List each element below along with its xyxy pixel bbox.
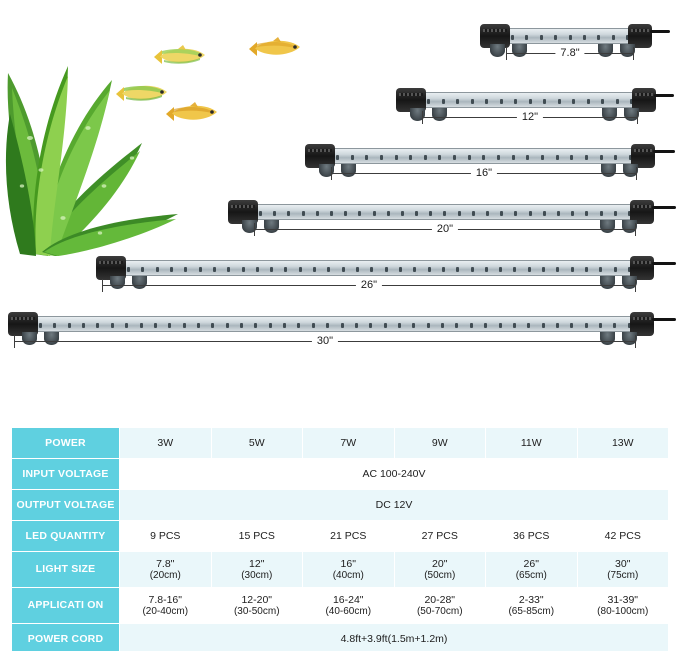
table-row xyxy=(12,521,669,552)
dimension-label: 26" xyxy=(356,276,382,294)
dimension-label: 30" xyxy=(312,332,338,350)
cell-power-3w: 3W xyxy=(120,428,212,459)
light-bar-row xyxy=(305,136,675,182)
value-main: 2-33" xyxy=(518,593,544,606)
cell-application-2 xyxy=(211,588,303,624)
table-row xyxy=(12,552,669,588)
power-cord xyxy=(650,30,670,33)
dimension-20 xyxy=(254,220,636,242)
table-row xyxy=(12,588,669,624)
value-main: 7.8" xyxy=(156,557,175,570)
value-main: 12" xyxy=(249,557,265,570)
value-main: 7.8-16" xyxy=(148,593,182,606)
value-main: 20" xyxy=(432,557,448,570)
led-light-bar xyxy=(34,316,636,332)
fish-graphic xyxy=(243,35,305,61)
fish-graphic xyxy=(148,43,210,69)
dimension-30 xyxy=(14,332,636,354)
dimension-16 xyxy=(331,164,637,186)
led-strip xyxy=(511,33,629,41)
table-row xyxy=(12,490,669,521)
led-strip xyxy=(427,97,633,105)
light-bar-row xyxy=(8,304,676,350)
power-cord xyxy=(654,94,674,97)
specification-table xyxy=(11,427,669,651)
light-bar-row xyxy=(480,16,670,62)
dimension-12 xyxy=(422,108,638,130)
dimension-26 xyxy=(102,276,636,298)
led-light-bar xyxy=(506,28,634,44)
value-sub: (40cm) xyxy=(332,569,364,581)
cell-led-qty-5: 36 PCS xyxy=(486,521,578,552)
value-sub: (30cm) xyxy=(241,569,273,581)
row-header-led-quantity: LED QUANTITY xyxy=(12,521,120,552)
value-main: 16" xyxy=(340,557,356,570)
value-main: 12-20" xyxy=(241,593,273,606)
value-sub: (80-100cm) xyxy=(597,605,649,617)
cell-light-size-6 xyxy=(577,552,669,588)
cell-application-5 xyxy=(486,588,578,624)
cell-led-qty-2: 15 PCS xyxy=(211,521,303,552)
table-row xyxy=(12,459,669,490)
value-sub: (50-70cm) xyxy=(416,605,463,617)
value-sub: (20cm) xyxy=(149,569,181,581)
value-main: 16-24" xyxy=(332,593,364,606)
led-strip xyxy=(127,265,631,273)
cell-light-size-2 xyxy=(211,552,303,588)
cell-power-11w: 11W xyxy=(486,428,578,459)
dimension-label: 16" xyxy=(471,164,497,182)
cell-application-1 xyxy=(120,588,212,624)
row-header-input-voltage: INPUT VOLTAGE xyxy=(12,459,120,490)
led-light-bar xyxy=(331,148,637,164)
suction-cup xyxy=(490,44,505,57)
power-cord xyxy=(652,262,676,265)
cell-power-9w: 9W xyxy=(394,428,486,459)
value-sub: (65-85cm) xyxy=(508,605,555,617)
cell-led-qty-1: 9 PCS xyxy=(120,521,212,552)
value-main: 30" xyxy=(615,557,631,570)
cell-light-size-1 xyxy=(120,552,212,588)
cell-power-13w: 13W xyxy=(577,428,669,459)
fish-graphic xyxy=(160,100,222,126)
light-bar-row xyxy=(96,248,676,294)
led-strip xyxy=(39,321,631,329)
cell-power-5w: 5W xyxy=(211,428,303,459)
led-strip xyxy=(259,209,631,217)
cell-light-size-5 xyxy=(486,552,578,588)
row-header-light-size: LIGHT SIZE xyxy=(12,552,120,588)
value-sub: (30-50cm) xyxy=(233,605,280,617)
value-main: 31-39" xyxy=(607,593,639,606)
value-main: 26" xyxy=(523,557,539,570)
cell-output-voltage: DC 12V xyxy=(120,490,669,521)
led-strip xyxy=(336,153,632,161)
power-cord xyxy=(652,206,676,209)
cell-light-size-3 xyxy=(303,552,395,588)
dimension-label: 20" xyxy=(432,220,458,238)
table-row xyxy=(12,428,669,459)
cell-light-size-4 xyxy=(394,552,486,588)
row-header-power: POWER xyxy=(12,428,120,459)
row-header-power-cord: POWER CORD xyxy=(12,624,120,651)
row-header-output-voltage: OUTPUT VOLTAGE xyxy=(12,490,120,521)
value-sub: (75cm) xyxy=(607,569,639,581)
cell-led-qty-6: 42 PCS xyxy=(577,521,669,552)
cell-led-qty-4: 27 PCS xyxy=(394,521,486,552)
row-header-application: APPLICATI ON xyxy=(12,588,120,624)
cell-led-qty-3: 21 PCS xyxy=(303,521,395,552)
dimension-label: 7.8" xyxy=(555,44,584,62)
cell-input-voltage: AC 100-240V xyxy=(120,459,669,490)
value-sub: (40-60cm) xyxy=(325,605,372,617)
cell-application-4 xyxy=(394,588,486,624)
led-light-bar xyxy=(254,204,636,220)
table-row xyxy=(12,624,669,651)
dimension-7-8 xyxy=(506,44,634,66)
light-bar-row xyxy=(396,80,674,126)
cell-application-6 xyxy=(577,588,669,624)
value-sub: (50cm) xyxy=(424,569,456,581)
value-sub: (65cm) xyxy=(515,569,547,581)
led-light-bar xyxy=(122,260,636,276)
power-cord xyxy=(652,318,676,321)
power-cord xyxy=(653,150,675,153)
cell-power-7w: 7W xyxy=(303,428,395,459)
value-sub: (20-40cm) xyxy=(142,605,189,617)
value-main: 20-28" xyxy=(424,593,456,606)
cell-power-cord: 4.8ft+3.9ft(1.5m+1.2m) xyxy=(120,624,669,651)
dimension-label: 12" xyxy=(517,108,543,126)
led-light-bar xyxy=(422,92,638,108)
light-bar-row xyxy=(228,192,676,238)
cell-application-3 xyxy=(303,588,395,624)
